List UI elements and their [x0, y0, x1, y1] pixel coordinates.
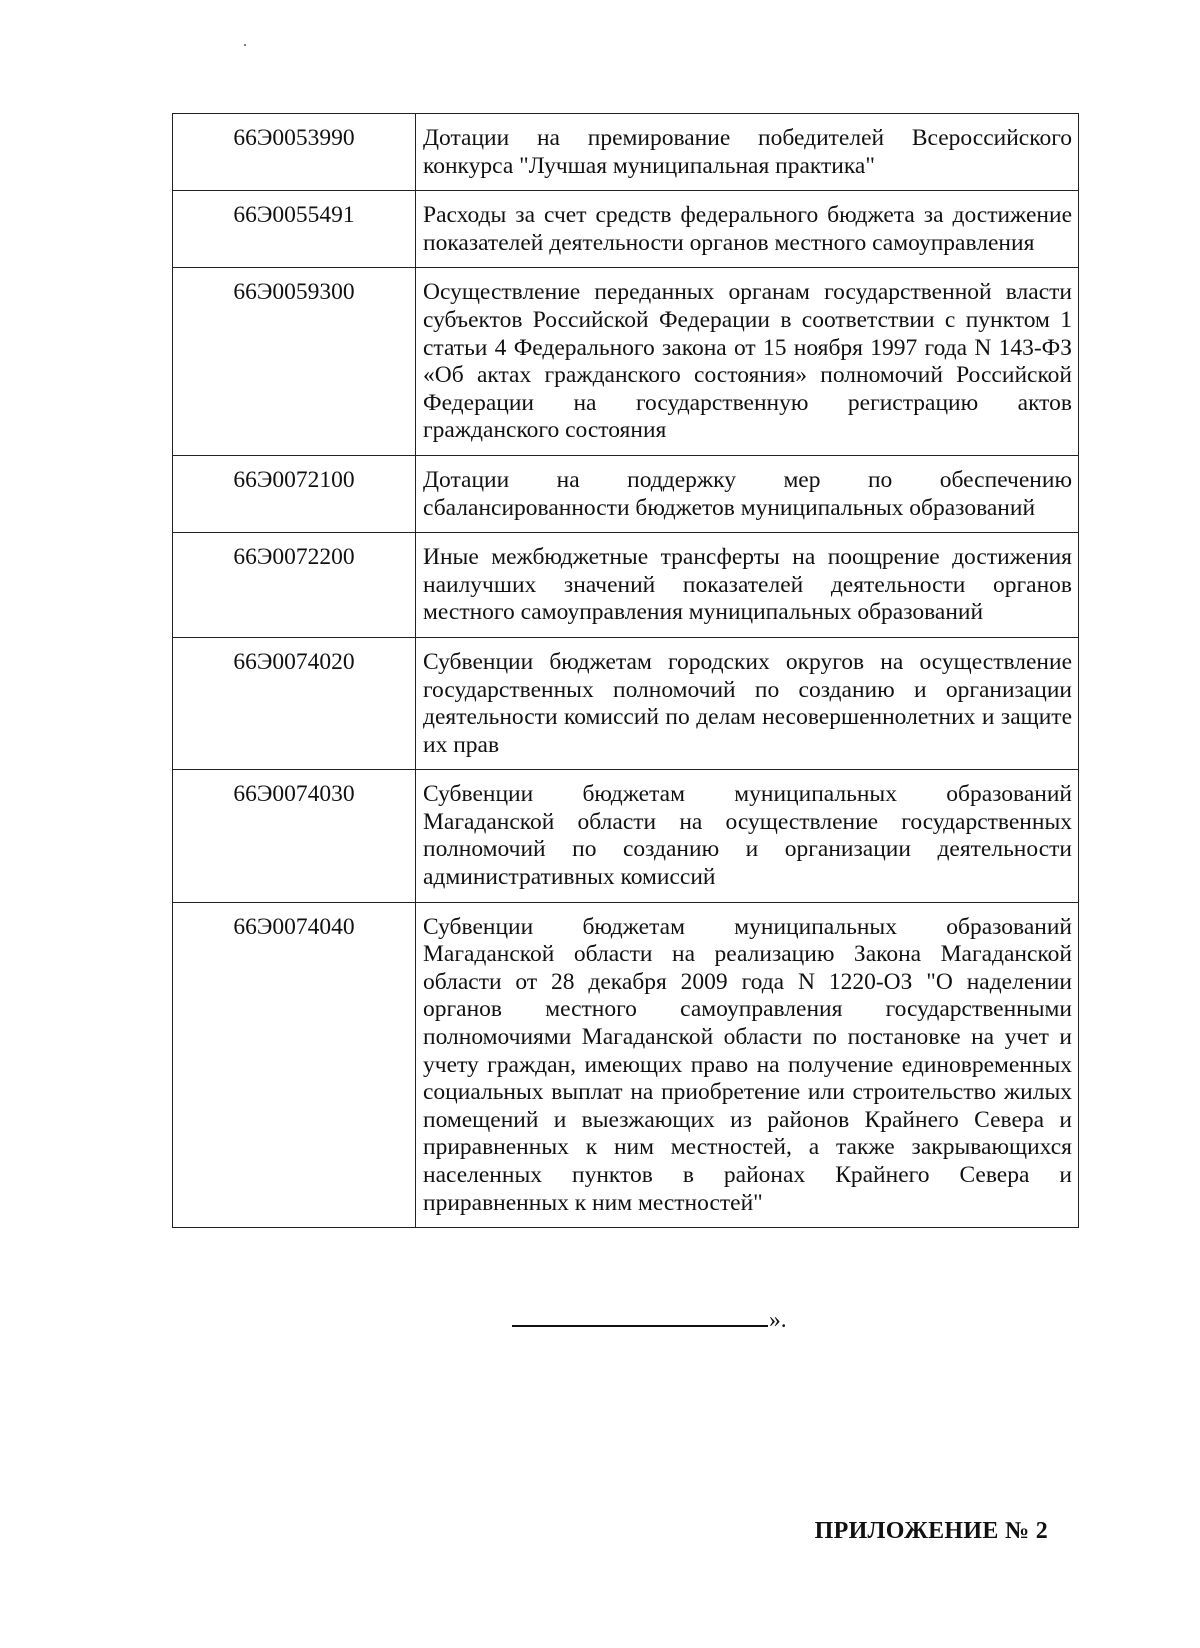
- code-cell: 66Э0074020: [173, 637, 416, 769]
- table-row: [173, 191, 1079, 268]
- table-row: [173, 637, 1079, 769]
- code-cell: 66Э0059300: [173, 268, 416, 456]
- closing-line: [512, 1306, 787, 1334]
- closing-quote: ».: [769, 1307, 787, 1333]
- description-cell: Субвенции бюджетам муниципальных образований Магаданской области на осуществление государственных полномочий по созданию и организации деятельности административных комиссий: [416, 770, 1079, 902]
- code-cell: 66Э0053990: [173, 114, 416, 191]
- description-cell: Осуществление переданных органам государственной власти субъектов Российской Федерации в соответствии с пунктом 1 статьи 4 Федерального закона от 15 ноября 1997 года N 143-ФЗ «Об актах гражданского состояния» полномочий Российской Федерации на государственную регистрацию актов гражданского состояния: [416, 268, 1079, 456]
- table-row: [173, 533, 1079, 638]
- description-cell: Иные межбюджетные трансферты на поощрение достижения наилучших значений показателей деятельности органов местного самоуправления муниципальных образований: [416, 533, 1079, 638]
- table-row: [173, 114, 1079, 191]
- description-cell: Дотации на поддержку мер по обеспечению сбалансированности бюджетов муниципальных образований: [416, 455, 1079, 532]
- table-row: [173, 770, 1079, 902]
- description-cell: Дотации на премирование победителей Всероссийского конкурса "Лучшая муниципальная практика": [416, 114, 1079, 191]
- closing-rule: [512, 1325, 768, 1327]
- table-row: [173, 902, 1079, 1228]
- code-cell: 66Э0072100: [173, 455, 416, 532]
- table-row: [173, 455, 1079, 532]
- code-cell: 66Э0074030: [173, 770, 416, 902]
- description-cell: Расходы за счет средств федерального бюджета за достижение показателей деятельности органов местного самоуправления: [416, 191, 1079, 268]
- description-cell: Субвенции бюджетам муниципальных образований Магаданской области на реализацию Закона Магаданской области от 28 декабря 2009 года N 1220-ОЗ "О наделении органов местного самоуправления государственными полномочиями Магаданской области по постановке на учет и учету граждан, имеющих право на получение единовременных социальных выплат на приобретение или строительство жилых помещений и выезжающих из районов Крайнего Севера и приравненных к ним местностей, а также закрывающихся населенных пунктов в районах Крайнего Севера и приравненных к ним местностей": [416, 902, 1079, 1228]
- code-cell: 66Э0055491: [173, 191, 416, 268]
- code-cell: 66Э0074040: [173, 902, 416, 1228]
- appendix-heading: ПРИЛОЖЕНИЕ № 2: [814, 1518, 1048, 1544]
- table-row: [173, 268, 1079, 456]
- scan-speck: [244, 44, 246, 46]
- code-cell: 66Э0072200: [173, 533, 416, 638]
- description-cell: Субвенции бюджетам городских округов на осуществление государственных полномочий по созданию и организации деятельности комиссий по делам несовершеннолетних и защите их прав: [416, 637, 1079, 769]
- budget-codes-table: [172, 113, 1079, 1228]
